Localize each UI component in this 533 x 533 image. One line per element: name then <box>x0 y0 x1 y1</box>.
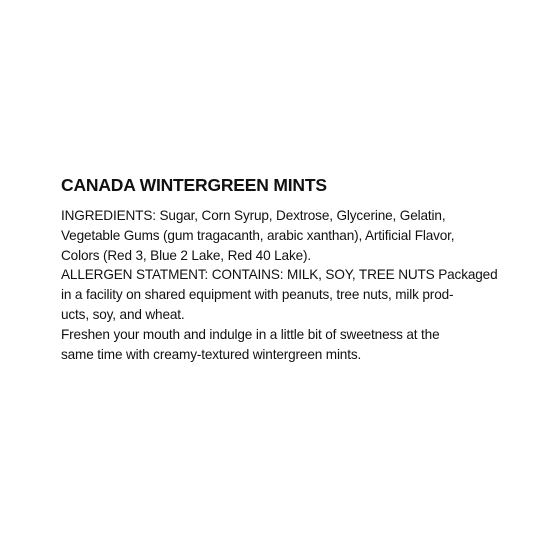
allergen-line-1: ALLERGEN STATMENT: CONTAINS: MILK, SOY, TREE NUTS Packaged <box>61 267 498 283</box>
ingredients-line-3: Colors (Red 3, Blue 2 Lake, Red 40 Lake). <box>61 247 312 263</box>
ingredients-line-2: Vegetable Gums (gum tragacanth, arabic xanthan), Artificial Flavor, <box>61 227 455 243</box>
product-label <box>61 173 498 364</box>
product-title: CANADA WINTERGREEN MINTS <box>61 175 327 195</box>
allergen-line-3: ucts, soy, and wheat. <box>61 306 185 322</box>
label-body <box>61 206 498 364</box>
allergen-line-2: in a facility on shared equipment with peanuts, tree nuts, milk prod- <box>61 287 454 303</box>
description-line-1: Freshen your mouth and indulge in a little bit of sweetness at the <box>61 326 440 342</box>
ingredients-line-1: INGREDIENTS: Sugar, Corn Syrup, Dextrose, Glycerine, Gelatin, <box>61 208 446 223</box>
description-line-2: same time with creamy-textured wintergreen mints. <box>61 346 362 362</box>
